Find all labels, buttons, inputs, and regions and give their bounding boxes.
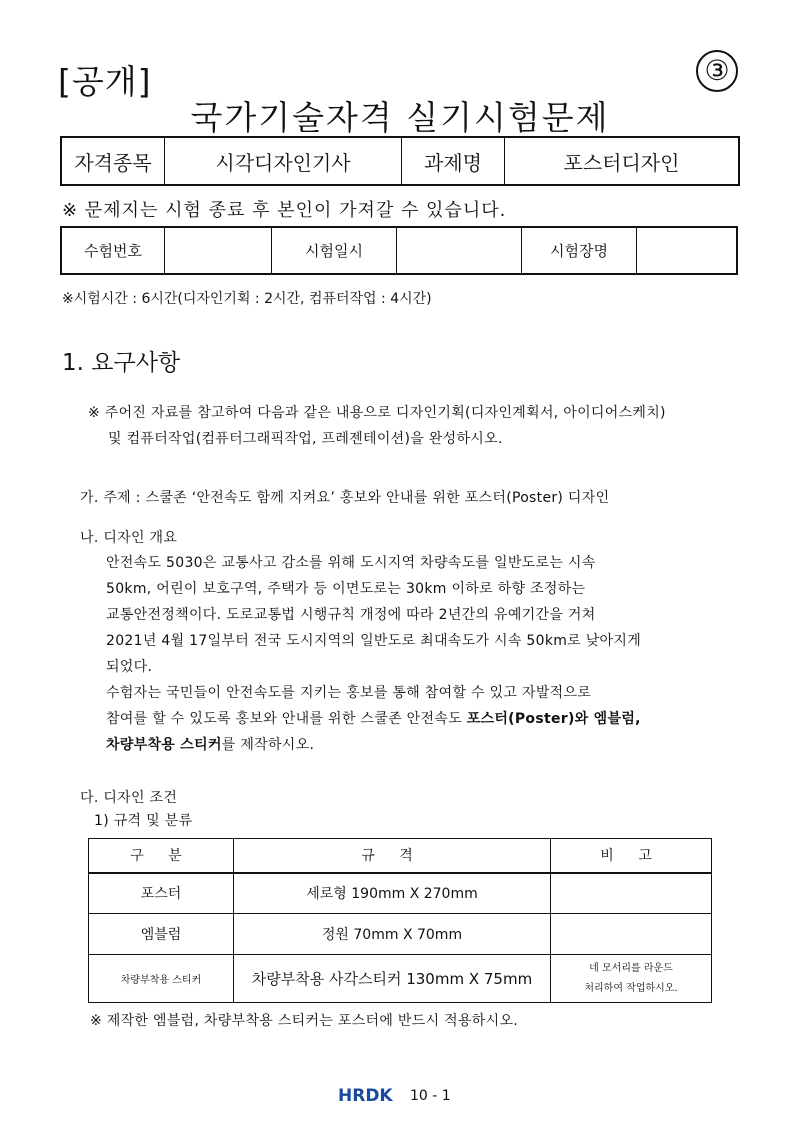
overview-line-8-text: 를 제작하시오. xyxy=(221,737,315,753)
exam-venue-label: 시험장명 xyxy=(522,227,637,274)
overview-line: 2021년 4월 17일부터 전국 도시지역의 일반도로 최대속도가 시속 50km로 낮아지게 xyxy=(106,633,642,649)
exam-venue-value xyxy=(637,227,738,274)
row-note-line-1: 네 모서리를 라운드 xyxy=(589,962,673,974)
field-label: 자격종목 xyxy=(61,137,165,185)
overview-line: 50km, 어린이 보호구역, 주택가 등 이면도로는 30km 이하로 하향 조정하는 xyxy=(106,581,586,597)
row-spec: 세로형 190mm X 270mm xyxy=(234,873,551,914)
row-spec: 차량부착용 사각스티커 130mm X 75mm xyxy=(234,955,551,1003)
section-heading: 1. 요구사항 xyxy=(62,350,181,376)
notice-text: ※ 문제지는 시험 종료 후 본인이 가져갈 수 있습니다. xyxy=(62,200,507,221)
header-note: 비 고 xyxy=(551,839,712,873)
hrdk-logo: HRDK xyxy=(338,1086,393,1106)
overview-line: 되었다. xyxy=(106,659,153,675)
public-label: [공개] xyxy=(58,62,152,101)
spec-heading: 1) 규격 및 분류 xyxy=(94,813,193,829)
intro-line-2: 및 컴퓨터작업(컴퓨터그래픽작업, 프레젠테이션)을 완성하시오. xyxy=(108,431,503,447)
intro-line-1: ※ 주어진 자료를 참고하여 다음과 같은 내용으로 디자인기획(디자인계획서, 아이디어스케치) xyxy=(88,405,666,421)
row-category: 엠블럼 xyxy=(89,914,234,955)
table-header-row xyxy=(89,839,712,873)
row-note-line-2: 처리하여 작업하시오. xyxy=(584,982,678,994)
exam-date-label: 시험일시 xyxy=(272,227,397,274)
overview-line-7-bold: 포스터(Poster)와 엠블럼, xyxy=(466,711,641,727)
row-note xyxy=(551,873,712,914)
task-label: 과제명 xyxy=(402,137,505,185)
page-title: 국가기술자격 실기시험문제 xyxy=(190,98,610,137)
task-value: 포스터디자인 xyxy=(505,137,740,185)
row-category: 포스터 xyxy=(89,873,234,914)
overview-line xyxy=(106,734,314,754)
overview-line xyxy=(106,708,641,728)
overview-line-7-text: 참여를 할 수 있도록 홍보와 안내를 위한 스쿨존 안전속도 xyxy=(106,711,467,727)
exam-number-label: 수험번호 xyxy=(61,227,165,274)
exam-date-value xyxy=(397,227,522,274)
conditions-heading: 다. 디자인 조건 xyxy=(80,790,178,806)
header-category: 구 분 xyxy=(89,839,234,873)
overview-line-8-bold: 차량부착용 스티커 xyxy=(106,737,222,753)
page-number: 10 - 1 xyxy=(410,1088,451,1104)
exam-info-table xyxy=(60,226,738,275)
table-row xyxy=(89,914,712,955)
exam-number-value xyxy=(165,227,272,274)
row-category: 차량부착용 스티커 xyxy=(89,955,234,1003)
row-note xyxy=(551,955,712,1003)
exam-time: ※시험시간 : 6시간(디자인기획 : 2시간, 컴퓨터작업 : 4시간) xyxy=(62,291,432,307)
footer-note: ※ 제작한 엠블럼, 차량부착용 스티커는 포스터에 반드시 적용하시오. xyxy=(90,1013,519,1029)
spec-table xyxy=(88,838,712,1003)
overview-heading: 나. 디자인 개요 xyxy=(80,530,178,546)
circle-number: ③ xyxy=(696,50,738,92)
table-row xyxy=(89,955,712,1003)
row-spec: 정원 70mm X 70mm xyxy=(234,914,551,955)
field-value: 시각디자인기사 xyxy=(165,137,402,185)
overview-line: 수험자는 국민들이 안전속도를 지키는 홍보를 통해 참여할 수 있고 자발적으로 xyxy=(106,685,592,701)
qualification-table xyxy=(60,136,740,186)
table-row xyxy=(89,873,712,914)
row-note xyxy=(551,914,712,955)
overview-line: 교통안전정책이다. 도로교통법 시행규칙 개정에 따라 2년간의 유예기간을 거쳐 xyxy=(106,607,596,623)
subject-line: 가. 주제 : 스쿨존 ‘안전속도 함께 지켜요’ 홍보와 안내를 위한 포스터(Poster) 디자인 xyxy=(80,490,610,506)
header-spec: 규 격 xyxy=(234,839,551,873)
overview-line: 안전속도 5030은 교통사고 감소를 위해 도시지역 차량속도를 일반도로는 시속 xyxy=(106,555,596,571)
